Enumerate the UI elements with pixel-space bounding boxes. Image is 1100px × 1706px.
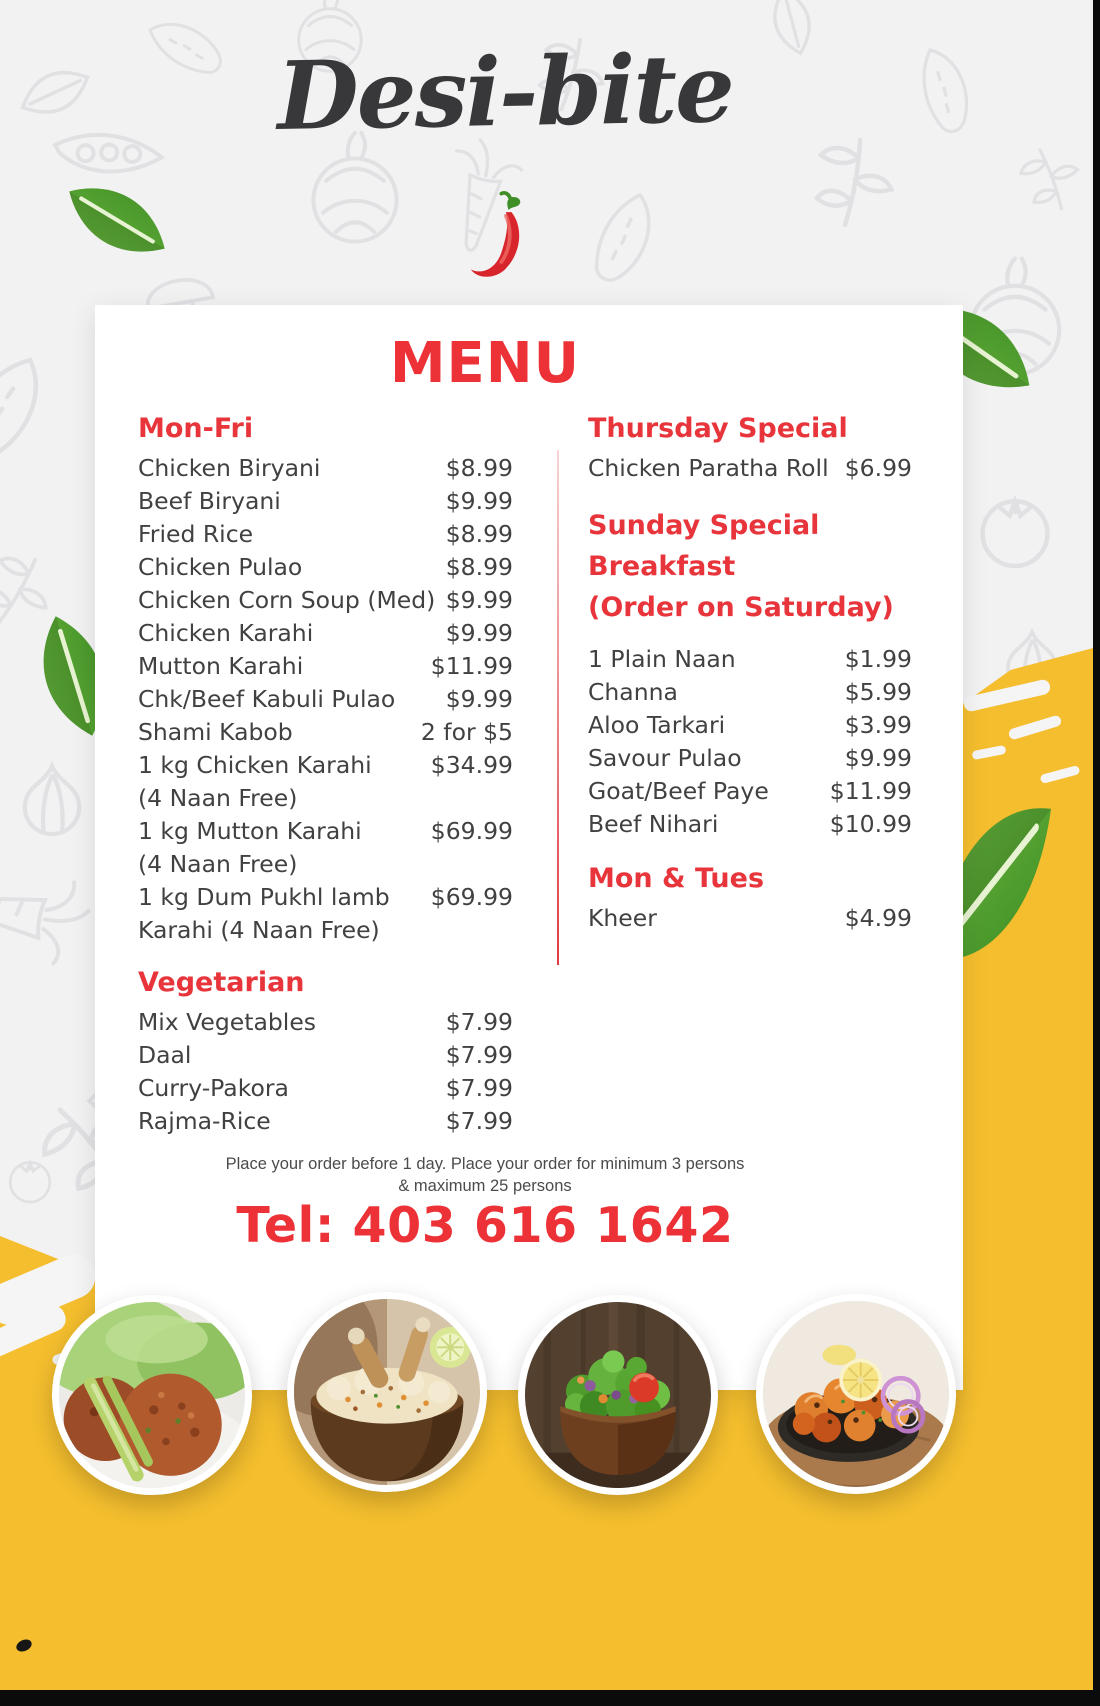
item-list — [138, 1006, 513, 1138]
column-divider — [557, 450, 559, 965]
chicken-biryani-photo — [287, 1292, 487, 1492]
menu-item-price: $11.99 — [430, 652, 513, 680]
menu-item — [138, 551, 513, 584]
heading-line: Sunday Special — [588, 510, 820, 541]
menu-item-name: Mix Vegetables — [138, 1008, 317, 1036]
menu-item-price: $8.99 — [445, 454, 513, 482]
menu-item — [138, 749, 513, 815]
salad-bowl-photo — [518, 1295, 718, 1495]
menu-item-name: Beef Biryani — [138, 487, 281, 515]
menu-item-price: $9.99 — [445, 586, 513, 614]
menu-item — [138, 452, 513, 485]
menu-item — [138, 584, 513, 617]
chili-icon — [468, 190, 542, 286]
menu-column-left — [138, 413, 513, 1138]
menu-item — [588, 808, 912, 841]
menu-item — [138, 1105, 513, 1138]
menu-item-price: $5.99 — [844, 678, 912, 706]
menu-item-price: $9.99 — [445, 487, 513, 515]
section-heading: Mon-Fri — [138, 413, 254, 444]
menu-item-price: 2 for $5 — [420, 718, 513, 746]
heading-line: (Order on Saturday) — [588, 592, 894, 623]
order-note-line: Place your order before 1 day. Place your order for minimum 3 persons — [225, 1155, 745, 1173]
menu-item-name: Chk/Beef Kabuli Pulao — [138, 685, 396, 713]
menu-item-price: $9.99 — [445, 619, 513, 647]
menu-item-name: 1 kg Dum Pukhl lamb Karahi (4 Naan Free) — [138, 883, 390, 944]
menu-item-price: $34.99 — [430, 751, 513, 779]
menu-item-name: Chicken Corn Soup (Med) — [138, 586, 436, 614]
menu-item — [588, 676, 912, 709]
menu-item-name: Aloo Tarkari — [588, 711, 726, 739]
menu-item-price: $7.99 — [445, 1074, 513, 1102]
menu-item — [588, 902, 912, 935]
menu-item — [138, 1039, 513, 1072]
menu-item-name: 1 kg Mutton Karahi (4 Naan Free) — [138, 817, 362, 878]
section-mon-fri — [138, 413, 513, 947]
heading-line: Breakfast — [588, 551, 736, 582]
menu-item-price: $1.99 — [844, 645, 912, 673]
order-note — [95, 1153, 875, 1197]
menu-item-name: Curry-Pakora — [138, 1074, 289, 1102]
menu-item-price: $6.99 — [844, 454, 912, 482]
menu-item — [138, 683, 513, 716]
shami-kabob-photo — [52, 1295, 252, 1495]
menu-item-price: $69.99 — [430, 817, 513, 845]
menu-item — [138, 1006, 513, 1039]
section-vegetarian — [138, 967, 513, 1138]
menu-item — [138, 881, 513, 947]
section-sunday-special — [588, 505, 912, 841]
menu-item-name: Chicken Karahi — [138, 619, 314, 647]
menu-item-name: Goat/Beef Paye — [588, 777, 769, 805]
item-list — [588, 643, 912, 841]
menu-item-price: $9.99 — [844, 744, 912, 772]
menu-column-right — [588, 413, 912, 935]
brand-logo: Desi-bite — [276, 34, 734, 152]
menu-item-price: $4.99 — [844, 904, 912, 932]
menu-item-price: $9.99 — [445, 685, 513, 713]
menu-item-price: $7.99 — [445, 1107, 513, 1135]
menu-item-name: 1 kg Chicken Karahi (4 Naan Free) — [138, 751, 372, 812]
phone-number: Tel: 403 616 1642 — [236, 1197, 734, 1254]
section-heading: Mon & Tues — [588, 863, 765, 894]
menu-item — [588, 742, 912, 775]
menu-item-price: $3.99 — [844, 711, 912, 739]
menu-item — [138, 518, 513, 551]
menu-item — [588, 709, 912, 742]
section-heading: Thursday Special — [588, 413, 848, 444]
menu-item-name: Mutton Karahi — [138, 652, 304, 680]
menu-item — [138, 650, 513, 683]
section-heading — [588, 505, 912, 628]
menu-card — [95, 305, 963, 1390]
menu-item-name: Daal — [138, 1041, 192, 1069]
menu-item-price: $11.99 — [829, 777, 912, 805]
section-heading: Vegetarian — [138, 967, 305, 998]
menu-item-name: Chicken Paratha Roll — [588, 454, 829, 482]
menu-item-name: Fried Rice — [138, 520, 254, 548]
menu-item-name: Kheer — [588, 904, 657, 932]
menu-item-name: Savour Pulao — [588, 744, 742, 772]
menu-item-price: $10.99 — [829, 810, 912, 838]
menu-item — [588, 452, 912, 485]
menu-item-name: Rajma-Rice — [138, 1107, 271, 1135]
item-list — [138, 452, 513, 947]
menu-item — [588, 643, 912, 676]
menu-item-name: Channa — [588, 678, 678, 706]
menu-item — [588, 775, 912, 808]
tandoori-sizzler-photo — [756, 1294, 956, 1494]
order-note-line: & maximum 25 persons — [398, 1177, 572, 1195]
menu-item-price: $7.99 — [445, 1008, 513, 1036]
menu-item-name: Beef Nihari — [588, 810, 719, 838]
menu-item — [138, 1072, 513, 1105]
item-list — [588, 452, 912, 485]
section-mon-tues — [588, 863, 912, 935]
menu-item-price: $8.99 — [445, 520, 513, 548]
menu-item-price: $7.99 — [445, 1041, 513, 1069]
menu-item-name: 1 Plain Naan — [588, 645, 736, 673]
menu-title: MENU — [389, 331, 581, 396]
section-thursday-special — [588, 413, 912, 485]
menu-item — [138, 617, 513, 650]
item-list — [588, 902, 912, 935]
menu-item-name: Chicken Pulao — [138, 553, 303, 581]
menu-item — [138, 485, 513, 518]
menu-item-price: $8.99 — [445, 553, 513, 581]
menu-item-name: Shami Kabob — [138, 718, 293, 746]
menu-item — [138, 815, 513, 881]
menu-item-name: Chicken Biryani — [138, 454, 321, 482]
menu-item-price: $69.99 — [430, 883, 513, 911]
menu-item — [138, 716, 513, 749]
